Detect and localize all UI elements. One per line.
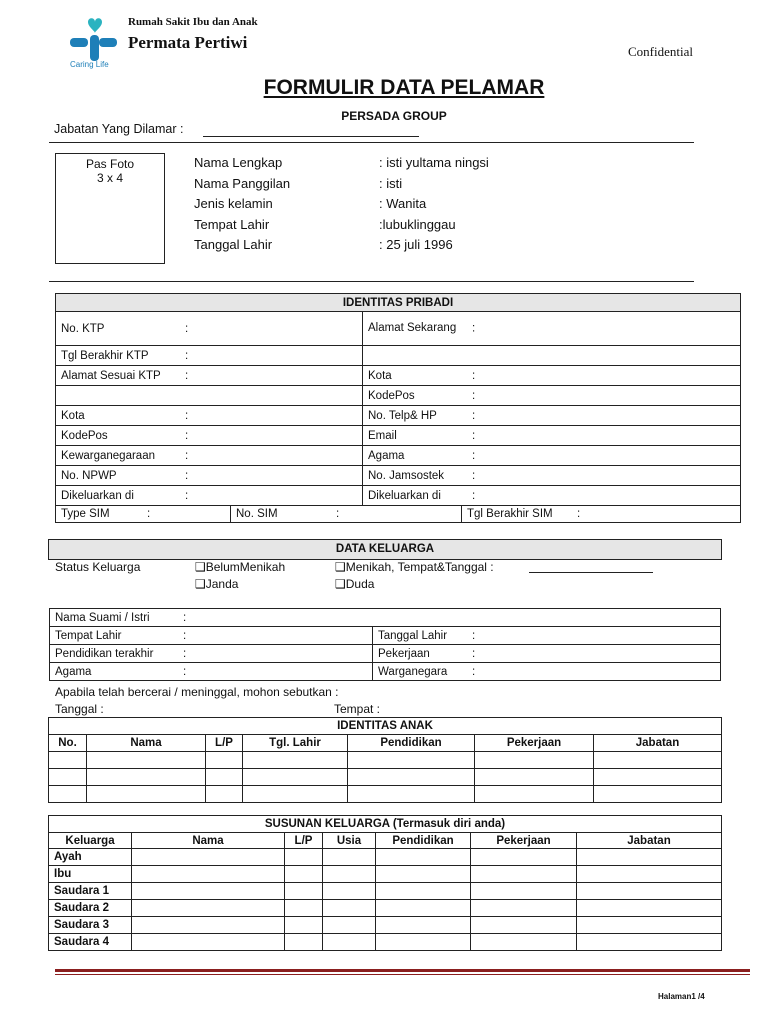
id-label: KodePos bbox=[368, 389, 415, 402]
id-label: Agama bbox=[368, 449, 405, 462]
susunan-row[interactable] bbox=[49, 866, 722, 883]
pasangan-cell[interactable]: Nama Suami / Istri : bbox=[50, 609, 721, 627]
applicant-label: Tanggal Lahir bbox=[194, 237, 273, 252]
sim-label: No. SIM bbox=[236, 508, 278, 520]
id-label: Kota bbox=[61, 409, 85, 422]
option-duda[interactable]: ❑Duda bbox=[335, 577, 375, 591]
susunan-rel: Ibu bbox=[49, 866, 132, 883]
confidential-label: Confidential bbox=[628, 44, 693, 59]
identitas-title: IDENTITAS PRIBADI bbox=[56, 294, 741, 312]
sim-label: Type SIM bbox=[61, 508, 110, 520]
pasangan-cell[interactable]: Warganegara : bbox=[373, 663, 721, 681]
id-label: Alamat Sesuai KTP bbox=[61, 369, 161, 382]
identitas-table bbox=[55, 293, 741, 506]
applicant-value: : isti yultama ningsi bbox=[379, 155, 489, 170]
applicant-row bbox=[194, 235, 489, 256]
photo-size: 3 x 4 bbox=[96, 171, 123, 185]
form-title: FORMULIR DATA PELAMAR bbox=[263, 76, 545, 99]
anak-col: Nama bbox=[87, 735, 206, 752]
photo-box[interactable] bbox=[55, 153, 165, 264]
status-label: Status Keluarga bbox=[55, 560, 141, 574]
form-subtitle: PERSADA GROUP bbox=[341, 109, 447, 123]
id-cell[interactable]: Alamat Sekarang : bbox=[363, 312, 741, 346]
id-cell[interactable]: KodePos : bbox=[363, 386, 741, 406]
susunan-rel: Saudara 2 bbox=[49, 900, 132, 917]
susunan-row[interactable] bbox=[49, 883, 722, 900]
pasangan-label: Agama bbox=[55, 665, 92, 678]
anak-col: Jabatan bbox=[594, 735, 722, 752]
anak-col: Tgl. Lahir bbox=[243, 735, 348, 752]
id-label: Dikeluarkan di bbox=[61, 489, 134, 502]
applicant-value: : isti bbox=[379, 175, 403, 191]
page-number: Halaman1 /4 bbox=[658, 992, 705, 1001]
susunan-col: Nama bbox=[132, 833, 285, 849]
sim-cell[interactable]: No. SIM : bbox=[231, 506, 462, 523]
cerai-tempat: Tempat : bbox=[334, 702, 381, 716]
id-cell[interactable]: No. Jamsostek : bbox=[363, 466, 741, 486]
applicant-label: Tempat Lahir bbox=[194, 216, 270, 232]
anak-row[interactable] bbox=[49, 786, 722, 803]
pasangan-label: Tempat Lahir bbox=[55, 629, 122, 642]
cerai-note: Apabila telah bercerai / meninggal, mohon sebutkan : bbox=[55, 685, 339, 699]
applicant-row bbox=[194, 153, 489, 174]
id-cell[interactable]: No. Telp& HP : bbox=[363, 406, 741, 426]
id-label: No. Telp& HP bbox=[368, 409, 437, 422]
divider bbox=[49, 142, 694, 143]
divider bbox=[49, 281, 694, 282]
cerai-tanggal: Tanggal : bbox=[55, 702, 104, 716]
susunan-rel: Saudara 1 bbox=[49, 883, 132, 900]
id-cell[interactable]: Kota : bbox=[56, 406, 363, 426]
susunan-row[interactable] bbox=[49, 934, 722, 951]
option-janda[interactable]: ❑Janda bbox=[195, 577, 239, 591]
id-label: Kewarganegaraan bbox=[61, 449, 155, 462]
footer-rule-thick bbox=[55, 969, 750, 972]
anak-table bbox=[48, 717, 722, 803]
susunan-rel: Saudara 4 bbox=[49, 934, 132, 951]
id-label: No. KTP bbox=[61, 322, 105, 335]
id-cell[interactable] bbox=[56, 386, 363, 406]
susunan-row[interactable] bbox=[49, 900, 722, 917]
id-label: Tgl Berakhir KTP bbox=[61, 349, 149, 362]
id-label: Dikeluarkan di bbox=[368, 489, 441, 502]
pasangan-cell[interactable]: Agama : bbox=[50, 663, 373, 681]
anak-col: Pekerjaan bbox=[475, 735, 594, 752]
id-label: Alamat Sekarang bbox=[368, 322, 457, 334]
pasangan-cell[interactable]: Tempat Lahir : bbox=[50, 627, 373, 645]
id-cell[interactable]: No. NPWP : bbox=[56, 466, 363, 486]
pasangan-label: Warganegara bbox=[378, 665, 448, 678]
anak-row[interactable] bbox=[49, 752, 722, 769]
position-field[interactable] bbox=[203, 136, 419, 137]
option-belum-menikah[interactable]: ❑BelumMenikah bbox=[195, 560, 286, 574]
applicant-row bbox=[194, 174, 489, 195]
id-cell[interactable]: Kota : bbox=[363, 366, 741, 386]
susunan-col: L/P bbox=[285, 833, 323, 849]
id-cell[interactable]: Email : bbox=[363, 426, 741, 446]
applicant-row bbox=[194, 194, 489, 215]
susunan-table bbox=[48, 815, 722, 951]
applicant-value: : 25 juli 1996 bbox=[379, 237, 453, 252]
pasangan-label: Tanggal Lahir bbox=[378, 629, 448, 642]
id-cell[interactable]: No. KTP : bbox=[56, 312, 363, 346]
menikah-field[interactable] bbox=[529, 572, 653, 573]
pasangan-label: Nama Suami / Istri bbox=[55, 611, 150, 624]
anak-row[interactable] bbox=[49, 769, 722, 786]
keluarga-title: DATA KELUARGA bbox=[48, 539, 722, 560]
logo-tagline: Caring Life bbox=[70, 60, 109, 69]
photo-label: Pas Foto bbox=[85, 157, 135, 171]
susunan-col: Pendidikan bbox=[376, 833, 471, 849]
sim-table bbox=[55, 505, 741, 523]
pasangan-cell[interactable]: Pendidikan terakhir : bbox=[50, 645, 373, 663]
id-label: No. Jamsostek bbox=[368, 469, 445, 482]
applicant-label: Jenis kelamin bbox=[194, 196, 273, 211]
susunan-col: Pekerjaan bbox=[471, 833, 577, 849]
hospital-line1: Rumah Sakit Ibu dan Anak bbox=[128, 16, 258, 28]
id-cell[interactable]: Agama : bbox=[363, 446, 741, 466]
applicant-row bbox=[194, 215, 489, 236]
id-cell[interactable]: Kewarganegaraan : bbox=[56, 446, 363, 466]
pasangan-label: Pendidikan terakhir bbox=[55, 647, 154, 660]
pasangan-cell[interactable]: Pekerjaan : bbox=[373, 645, 721, 663]
applicant-info bbox=[194, 153, 489, 256]
pasangan-label: Pekerjaan bbox=[378, 647, 430, 660]
sim-cell[interactable]: Type SIM : bbox=[56, 506, 231, 523]
applicant-label: Nama Lengkap bbox=[194, 155, 283, 170]
susunan-title: SUSUNAN KELUARGA (Termasuk diri anda) bbox=[49, 816, 722, 833]
id-cell[interactable]: Dikeluarkan di : bbox=[56, 486, 363, 506]
susunan-col: Usia bbox=[323, 833, 376, 849]
applicant-value: :lubuklinggau bbox=[379, 216, 456, 232]
id-label: No. NPWP bbox=[61, 469, 117, 482]
id-cell[interactable]: Dikeluarkan di : bbox=[363, 486, 741, 506]
id-cell[interactable]: KodePos : bbox=[56, 426, 363, 446]
id-label: KodePos bbox=[61, 429, 108, 442]
id-cell[interactable]: Alamat Sesuai KTP : bbox=[56, 366, 363, 386]
applicant-label: Nama Panggilan bbox=[194, 175, 291, 191]
susunan-rel: Ayah bbox=[49, 849, 132, 866]
pasangan-table bbox=[49, 608, 721, 681]
id-label: Email bbox=[368, 429, 397, 442]
susunan-rel: Saudara 3 bbox=[49, 917, 132, 934]
id-cell[interactable] bbox=[363, 346, 741, 366]
position-label: Jabatan Yang Dilamar : bbox=[54, 122, 184, 136]
susunan-row[interactable] bbox=[49, 917, 722, 934]
id-label: Kota bbox=[368, 369, 392, 382]
id-cell[interactable]: Tgl Berakhir KTP : bbox=[56, 346, 363, 366]
anak-title: IDENTITAS ANAK bbox=[49, 718, 722, 735]
option-menikah[interactable]: ❑Menikah, Tempat&Tanggal : bbox=[335, 560, 494, 574]
anak-col: No. bbox=[49, 735, 87, 752]
pasangan-cell[interactable]: Tanggal Lahir : bbox=[373, 627, 721, 645]
footer-rule-thin bbox=[55, 974, 750, 975]
sim-cell[interactable]: Tgl Berakhir SIM : bbox=[462, 506, 741, 523]
susunan-col: Jabatan bbox=[577, 833, 722, 849]
applicant-value: : Wanita bbox=[379, 196, 427, 211]
hospital-name: Permata Pertiwi bbox=[128, 33, 248, 52]
susunan-col: Keluarga bbox=[49, 833, 132, 849]
anak-col: L/P bbox=[206, 735, 243, 752]
sim-label: Tgl Berakhir SIM bbox=[467, 508, 553, 520]
susunan-row[interactable] bbox=[49, 849, 722, 866]
anak-col: Pendidikan bbox=[348, 735, 475, 752]
